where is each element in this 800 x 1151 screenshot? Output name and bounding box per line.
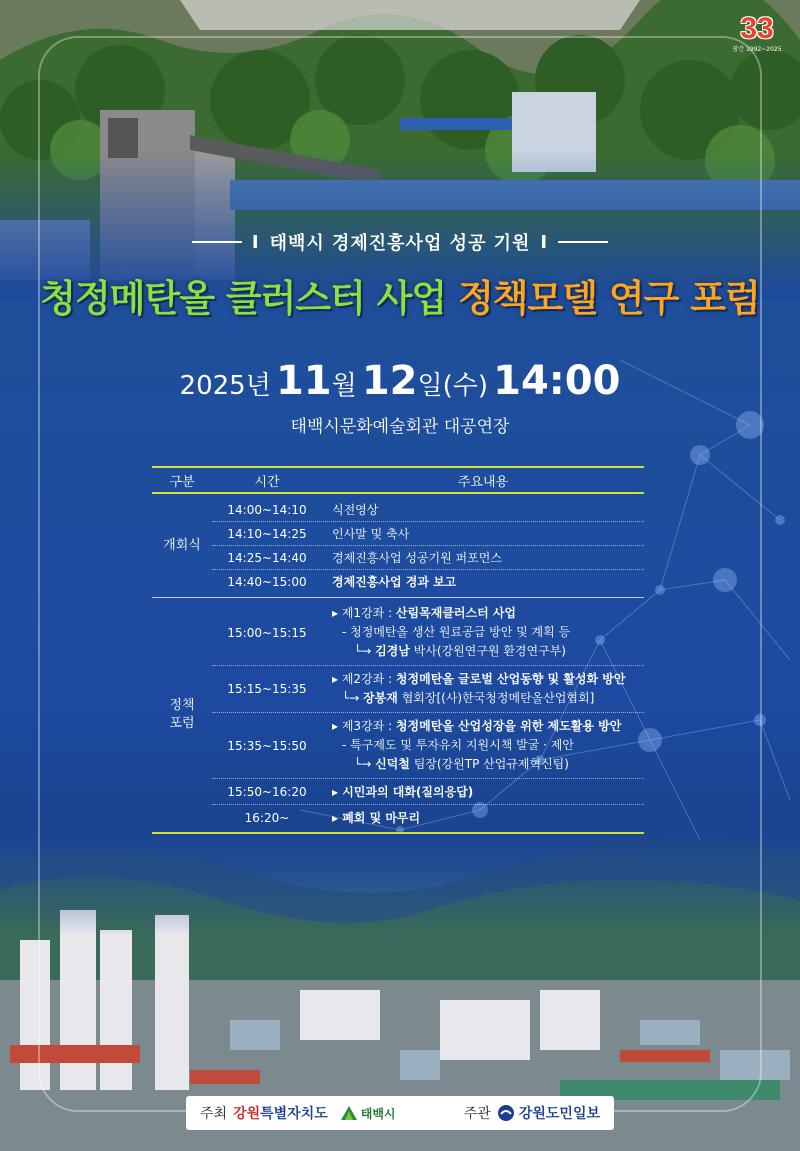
footer-hosts [186, 1096, 614, 1130]
title-row [0, 268, 800, 322]
date-day-unit: 일(수) [417, 371, 489, 401]
lecture-lead: ▸ 제3강좌 : [332, 719, 396, 733]
speaker-affiliation: 박사(강원연구원 환경연구부) [409, 644, 566, 658]
table-row [212, 522, 644, 546]
host-gangwon-a: 강원 [233, 1106, 261, 1122]
table-bottom-rule [152, 832, 644, 834]
subtitle [192, 229, 608, 255]
table-row [212, 570, 644, 593]
title-part-1: 청정메탄올 클러스터 사업 [40, 277, 447, 320]
anniversary-caption: 창간 1992~2025 [732, 46, 782, 53]
date-month-unit: 월 [331, 371, 357, 401]
subtitle-bar-right: I [540, 231, 549, 253]
venue: 태백시문화예술회관 대공연장 [290, 417, 510, 437]
host-label: 주최 [200, 1106, 228, 1122]
subtitle-row [0, 228, 800, 255]
row-time: 16:20~ [244, 810, 290, 825]
lecture-topic: 산림목재클러스터 사업 [395, 606, 517, 620]
organizer-label: 주관 [463, 1106, 491, 1122]
event-datetime [0, 358, 800, 404]
lecture-topic: 청정메탄올 산업성장을 위한 제도활용 방안 [395, 719, 622, 733]
header-category: 구분 [169, 474, 195, 490]
page-title [0, 268, 800, 322]
event-time: 14:00 [493, 358, 621, 404]
taebaek-logo-icon [340, 1105, 358, 1121]
row-time: 15:15~15:35 [227, 682, 307, 696]
lecture-lead: ▸ 제1강좌 : [332, 606, 396, 620]
category-forum-line1: 정책 [169, 698, 195, 713]
newspaper-logo-icon [497, 1104, 515, 1122]
category-forum [152, 600, 212, 830]
table-row [212, 498, 644, 522]
lecture-detail: - 청정메탄올 생산 원료공급 방안 및 계획 등 [342, 625, 571, 639]
date-year: 2025년 [179, 371, 271, 401]
speaker-arrow-icon: └→ [342, 691, 364, 705]
schedule-table [152, 466, 644, 834]
subtitle-text: 태백시 경제진흥사업 성공 기원 [269, 233, 531, 254]
speaker-arrow-icon: └→ [354, 757, 376, 771]
row-content: 식전영상 [332, 503, 379, 517]
table-row [212, 713, 644, 779]
section-forum [152, 598, 644, 832]
speaker-name: 신덕철 [375, 757, 410, 771]
row-content: 경제진흥사업 경과 보고 [332, 575, 457, 589]
row-time: 15:50~16:20 [227, 784, 307, 799]
category-opening: 개회식 [163, 537, 201, 553]
host-taebaek [340, 1105, 396, 1122]
speaker-affiliation: 팀장(강원TP 산업규제혁신팀) [409, 757, 569, 771]
organizer-text: 강원도민일보 [518, 1106, 600, 1122]
row-time: 15:35~15:50 [227, 738, 307, 753]
date-month: 11 [275, 358, 332, 404]
row-content: ▸ 시민과의 대화(질의응답) [332, 785, 474, 799]
speaker-name: 김경남 [375, 644, 410, 658]
row-content: 경제진흥사업 성공기원 퍼포먼스 [332, 551, 502, 565]
row-content: 인사말 및 축사 [332, 527, 410, 541]
subtitle-bar-left: I [251, 231, 260, 253]
table-row [212, 600, 644, 666]
row-time: 15:00~15:15 [227, 625, 307, 640]
host-gangwon-b: 특별자치도 [260, 1106, 328, 1122]
subtitle-rule-right [558, 241, 608, 243]
datetime-row [0, 358, 800, 404]
table-row [212, 546, 644, 570]
header-time: 시간 [254, 474, 280, 490]
lecture-topic: 청정메탄올 글로벌 산업동향 및 활성화 방안 [395, 672, 626, 686]
category-forum-line2: 포럼 [169, 716, 195, 731]
date-day: 12 [361, 358, 418, 404]
organizer [497, 1103, 600, 1123]
row-time: 14:25~14:40 [227, 550, 307, 565]
row-time: 14:00~14:10 [227, 502, 307, 517]
anniversary-badge [732, 12, 782, 68]
speaker-affiliation: 협회장[(사)한국청정메탄올산업협회] [397, 691, 595, 705]
table-row [212, 805, 644, 830]
lecture-lead: ▸ 제2강좌 : [332, 672, 396, 686]
row-time: 14:40~15:00 [227, 574, 307, 589]
lecture-detail: - 특구제도 및 투자유치 지원시책 발굴 · 제안 [342, 738, 574, 752]
subtitle-rule-left [192, 241, 242, 243]
anniversary-number: 33 [740, 12, 774, 45]
title-part-2: 정책모델 연구 포럼 [458, 277, 760, 320]
row-time: 14:10~14:25 [227, 526, 307, 541]
table-header [152, 468, 644, 492]
host-gangwon [233, 1103, 328, 1123]
table-row [212, 666, 644, 713]
header-content: 주요내용 [457, 474, 509, 490]
row-content: ▸ 폐회 및 마무리 [332, 811, 421, 825]
speaker-name: 장봉재 [363, 691, 398, 705]
host-taebaek-text: 태백시 [360, 1106, 396, 1121]
speaker-arrow-icon: └→ [354, 644, 376, 658]
table-row [212, 779, 644, 805]
section-opening [152, 494, 644, 597]
